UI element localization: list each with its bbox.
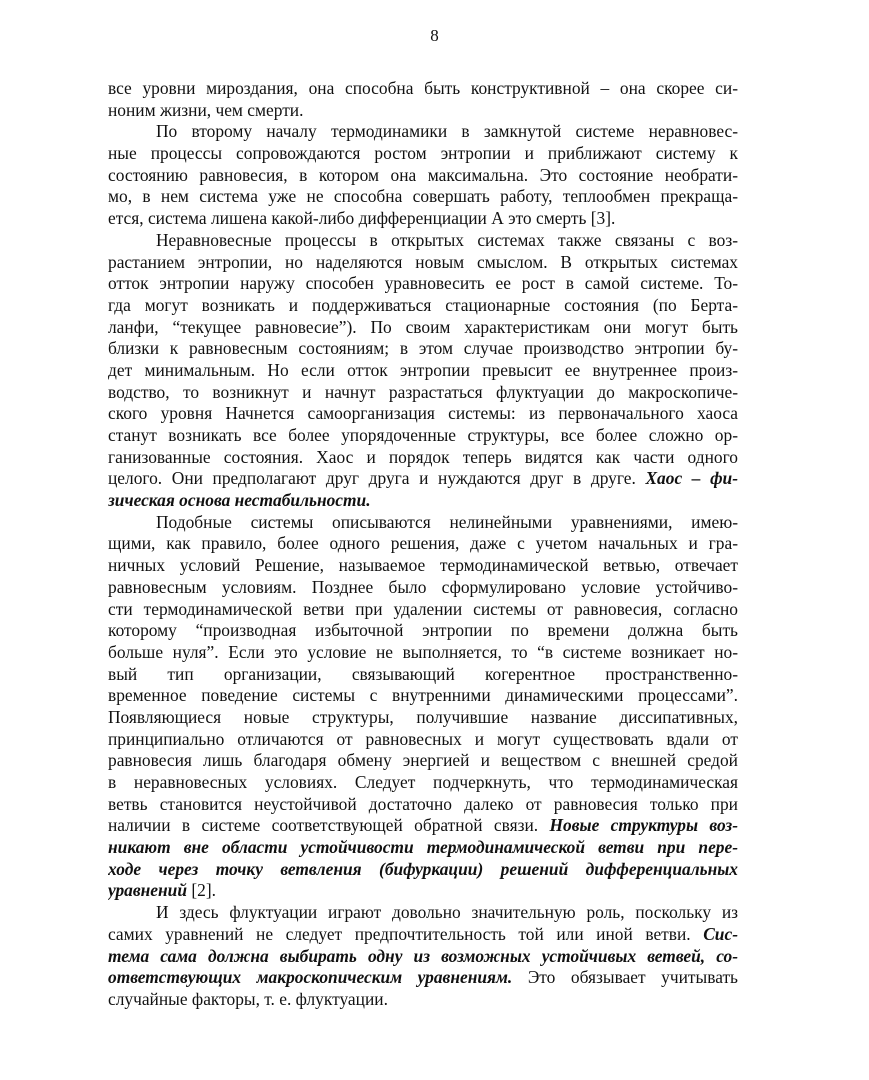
emphasis-text: тема сама должна выбирать одну из возможных устойчивых ветвей, со- xyxy=(108,945,738,966)
emphasis-text: Хаос – фи- xyxy=(645,468,738,489)
text-line xyxy=(108,468,738,490)
text-line xyxy=(108,382,738,404)
text-line xyxy=(108,78,738,100)
text-line xyxy=(108,989,738,1011)
text-line xyxy=(108,967,738,989)
text-line xyxy=(108,750,738,772)
text-segment: ется, система лишена какой-либо дифференциации А это смерть [3]. xyxy=(108,208,616,229)
text-segment: Это обязывает учитывать xyxy=(512,967,738,988)
text-segment: ского уровня Начнется самоорганизация системы: из первоначального хаоса xyxy=(108,403,738,424)
text-line xyxy=(108,946,738,968)
text-segment: сти термодинамической ветви при удалении системы от равновесия, согласно xyxy=(108,598,738,619)
text-segment: близки к равновесным состояниям; в этом случае производство энтропии бу- xyxy=(108,338,738,359)
text-line xyxy=(108,685,738,707)
text-line xyxy=(108,577,738,599)
text-segment: [2]. xyxy=(187,880,217,901)
text-segment: Подобные системы описываются нелинейными уравнениями, имею- xyxy=(156,511,738,532)
text-line xyxy=(108,186,738,208)
paragraph xyxy=(108,512,738,902)
paragraph xyxy=(108,78,738,121)
text-line xyxy=(108,837,738,859)
emphasis-text: ответствующих макроскопическим уравнениям. xyxy=(108,967,513,988)
text-line xyxy=(108,555,738,577)
text-segment: все уровни мироздания, она способна быть конструктивной – она скорее си- xyxy=(108,78,738,98)
text-line xyxy=(108,165,738,187)
text-segment: самих уравнений не следует предпочтительность той или иной ветви. xyxy=(108,923,704,944)
text-segment: ноним жизни, чем смерти. xyxy=(108,99,304,120)
text-line xyxy=(108,208,738,230)
paragraph xyxy=(108,230,738,512)
text-segment: ные процессы сопровождаются ростом энтропии и приближают систему к xyxy=(108,143,738,164)
text-line xyxy=(108,360,738,382)
paragraph xyxy=(108,121,738,229)
text-segment: ничных условий Решение, называемое термодинамической ветвью, отвечает xyxy=(108,555,738,576)
emphasis-text: ходе через точку ветвления (бифуркации) решений дифференциальных xyxy=(108,858,738,879)
text-segment: вый тип организации, связывающий когерентное пространственно- xyxy=(108,663,738,684)
text-line xyxy=(108,447,738,469)
text-line xyxy=(108,794,738,816)
text-segment: Появляющиеся новые структуры, получившие название диссипативных, xyxy=(108,706,738,727)
text-line xyxy=(108,100,738,122)
text-line xyxy=(108,620,738,642)
text-line xyxy=(108,317,738,339)
text-segment: состоянию равновесия, в котором она максимальна. Это состояние необрати- xyxy=(108,164,738,185)
text-line xyxy=(108,230,738,252)
text-line xyxy=(108,902,738,924)
text-segment: принципиально отличаются от равновесных и могут существовать вдали от xyxy=(108,728,738,749)
text-line xyxy=(108,490,738,512)
text-line xyxy=(108,880,738,902)
text-segment: ветвь становится неустойчивой достаточно далеко от равновесия только при xyxy=(108,793,738,814)
text-segment: И здесь флуктуации играют довольно значительную роль, поскольку из xyxy=(156,902,738,923)
text-line xyxy=(108,815,738,837)
emphasis-text: никают вне области устойчивости термодинамической ветви при пере- xyxy=(108,837,738,858)
text-segment: случайные факторы, т. е. флуктуации. xyxy=(108,988,388,1009)
text-segment: дет минимальным. Но если отток энтропии превысит ее внутреннее произ- xyxy=(108,359,738,380)
text-segment: щими, как правило, более одного решения, даже с учетом начальных и гра- xyxy=(108,533,738,554)
text-line xyxy=(108,924,738,946)
text-segment: больше нуля”. Если это условие не выполняется, то “в системе возникает но- xyxy=(108,641,738,662)
text-segment: равновесным условиям. Позднее было сформулировано условие устойчиво- xyxy=(108,576,738,597)
text-line xyxy=(108,273,738,295)
text-line xyxy=(108,403,738,425)
text-segment: станут возникать все более упорядоченные структуры, все более сложно ор- xyxy=(108,425,738,445)
paragraph xyxy=(108,902,738,1010)
text-segment: растанием энтропии, но наделяются новым смыслом. В открытых системах xyxy=(108,251,738,272)
text-line xyxy=(108,533,738,555)
body-text xyxy=(108,78,738,1011)
text-segment: отток энтропии наружу способен уравновесить ее рост в самой системе. То- xyxy=(108,273,738,294)
text-segment: гда могут возникать и поддерживаться стационарные состояния (по Берта- xyxy=(108,294,738,315)
text-line xyxy=(108,143,738,165)
text-segment: ланфи, “текущее равновесие”). По своим характеристикам они могут быть xyxy=(108,316,738,337)
text-segment: наличии в системе соответствующей обратной связи. xyxy=(108,815,550,836)
text-line xyxy=(108,121,738,143)
text-segment: водство, то возникнут и начнут разрастаться флуктуации до макроскопиче- xyxy=(108,381,738,402)
text-line xyxy=(108,642,738,664)
text-segment: целого. Они предполагают друг друга и нуждаются друг в друге. xyxy=(108,468,646,489)
text-line xyxy=(108,295,738,317)
text-line xyxy=(108,338,738,360)
emphasis-text: зическая основа нестабильности. xyxy=(108,490,371,511)
text-line xyxy=(108,859,738,881)
text-segment: в неравновесных условиях. Следует подчеркнуть, что термодинамическая xyxy=(108,772,738,792)
text-line xyxy=(108,599,738,621)
text-segment: мо, в нем система уже не способна совершать работу, теплообмен прекраща- xyxy=(108,186,738,207)
text-segment: По второму началу термодинамики в замкнутой системе неравновес- xyxy=(156,121,738,142)
text-line xyxy=(108,729,738,751)
text-line xyxy=(108,512,738,534)
text-line xyxy=(108,664,738,686)
text-segment: временное поведение системы с внутренними динамическими процессами”. xyxy=(108,685,738,706)
text-line xyxy=(108,707,738,729)
text-line xyxy=(108,772,738,794)
emphasis-text: Сис- xyxy=(703,923,738,944)
page-number: 8 xyxy=(430,26,439,45)
text-line xyxy=(108,252,738,274)
text-segment: которому “производная избыточной энтропии по времени должна быть xyxy=(108,620,738,641)
emphasis-text: уравнений xyxy=(108,880,188,901)
text-segment: Неравновесные процессы в открытых системах также связаны с воз- xyxy=(156,229,738,250)
text-line xyxy=(108,425,738,447)
text-segment: равновесия лишь благодаря обмену энергией и веществом с внешней средой xyxy=(108,750,738,771)
text-segment: ганизованные состояния. Хаос и порядок теперь видятся как части одного xyxy=(108,446,738,467)
emphasis-text: Новые структуры воз- xyxy=(549,815,738,836)
